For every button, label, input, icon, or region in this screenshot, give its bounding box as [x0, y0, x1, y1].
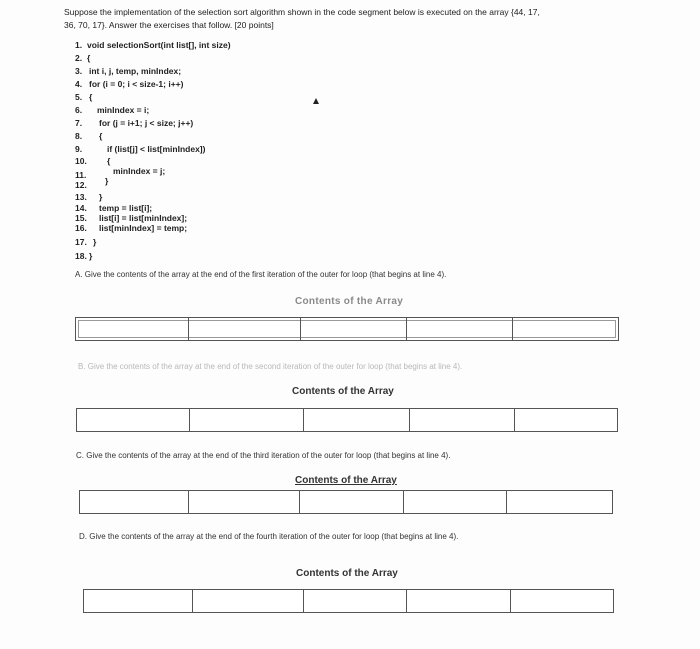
code-line-number: 7.	[75, 118, 83, 128]
problem-statement	[64, 6, 664, 32]
mouse-cursor-icon	[313, 98, 319, 104]
array-cell-divider	[409, 409, 410, 431]
problem-intro-line-1: Suppose the implementation of the selection sort algorithm shown in the code segment below is executed on the array {44, 17,	[64, 7, 540, 17]
code-line-number: 9.	[75, 144, 83, 154]
code-line-text: void selectionSort(int list[], int size)	[87, 40, 231, 50]
code-line-text: temp = list[i];	[99, 203, 153, 213]
code-line-text: int i, j, temp, minIndex;	[89, 66, 182, 76]
array-cell-divider	[299, 491, 300, 513]
array-cell-divider	[514, 409, 515, 431]
question-a-array-answer[interactable]	[75, 317, 619, 341]
question-c-prompt: C. Give the contents of the array at the end of the third iteration of the outer for loop (that begins at line 4).	[76, 451, 451, 460]
code-line-number: 12.	[75, 180, 87, 190]
question-c-heading: Contents of the Array	[295, 475, 397, 486]
code-line-text: if (list[j] < list[minIndex])	[107, 144, 206, 154]
code-line-number: 2.	[75, 53, 83, 63]
problem-intro-line-2: 36, 70, 17}. Answer the exercises that follow. [20 points]	[64, 20, 274, 30]
code-line-text: }	[99, 192, 103, 202]
array-cell-divider	[510, 590, 511, 612]
code-line-number: 6.	[75, 105, 83, 115]
question-b-array-answer[interactable]	[76, 408, 618, 432]
code-line-text: list[i] = list[minIndex];	[99, 213, 188, 223]
array-cell-divider	[406, 590, 407, 612]
code-line-text: minIndex = i;	[97, 105, 150, 115]
array-cell-divider	[506, 491, 507, 513]
code-line-text: {	[89, 92, 93, 102]
code-line-text: }	[89, 251, 93, 261]
code-line-text: {	[87, 53, 91, 63]
code-line-number: 13.	[75, 192, 87, 202]
array-cell-divider	[303, 409, 304, 431]
code-line-number: 11.	[75, 170, 87, 180]
array-cell-divider	[406, 318, 407, 340]
array-cell-divider	[303, 590, 304, 612]
array-cell-divider	[300, 318, 301, 340]
code-line-number: 18.	[75, 251, 87, 261]
question-a-heading: Contents of the Array	[295, 296, 404, 307]
code-line-number: 8.	[75, 131, 83, 141]
question-a-prompt: A. Give the contents of the array at the end of the first iteration of the outer for loop (that begins at line 4).	[75, 270, 447, 279]
array-cell-divider	[512, 318, 513, 340]
question-b-prompt: B. Give the contents of the array at the end of the second iteration of the outer for loop (that begins at line 4).	[78, 362, 463, 371]
code-line-number: 1.	[75, 40, 83, 50]
code-line-text: minIndex = j;	[113, 166, 166, 176]
array-cell-divider	[189, 409, 190, 431]
question-d-prompt: D. Give the contents of the array at the end of the fourth iteration of the outer for loop (that begins at line 4).	[79, 532, 459, 541]
code-line-text: {	[99, 131, 103, 141]
array-cell-divider	[188, 491, 189, 513]
array-cell-divider	[188, 318, 189, 340]
question-d-heading: Contents of the Array	[296, 568, 398, 579]
code-line-text: {	[107, 156, 111, 166]
code-line-text: }	[93, 237, 97, 247]
question-d-array-answer[interactable]	[83, 589, 614, 613]
code-line-number: 14.	[75, 203, 87, 213]
code-line-text: }	[105, 176, 109, 186]
array-cell-divider	[403, 491, 404, 513]
code-line-number: 17.	[75, 237, 87, 247]
code-line-number: 16.	[75, 223, 87, 233]
code-line-number: 3.	[75, 66, 83, 76]
code-line-text: list[minIndex] = temp;	[99, 223, 188, 233]
question-c-array-answer[interactable]	[79, 490, 613, 514]
code-line-text: for (i = 0; i < size-1; i++)	[89, 79, 184, 89]
code-line-number: 5.	[75, 92, 83, 102]
array-cell-divider	[192, 590, 193, 612]
code-line-number: 10.	[75, 156, 87, 166]
code-line-number: 15.	[75, 213, 87, 223]
question-b-heading: Contents of the Array	[292, 386, 394, 397]
question-a-array-inner-frame	[78, 320, 616, 338]
code-line-text: for (j = i+1; j < size; j++)	[99, 118, 194, 128]
code-line-number: 4.	[75, 79, 83, 89]
